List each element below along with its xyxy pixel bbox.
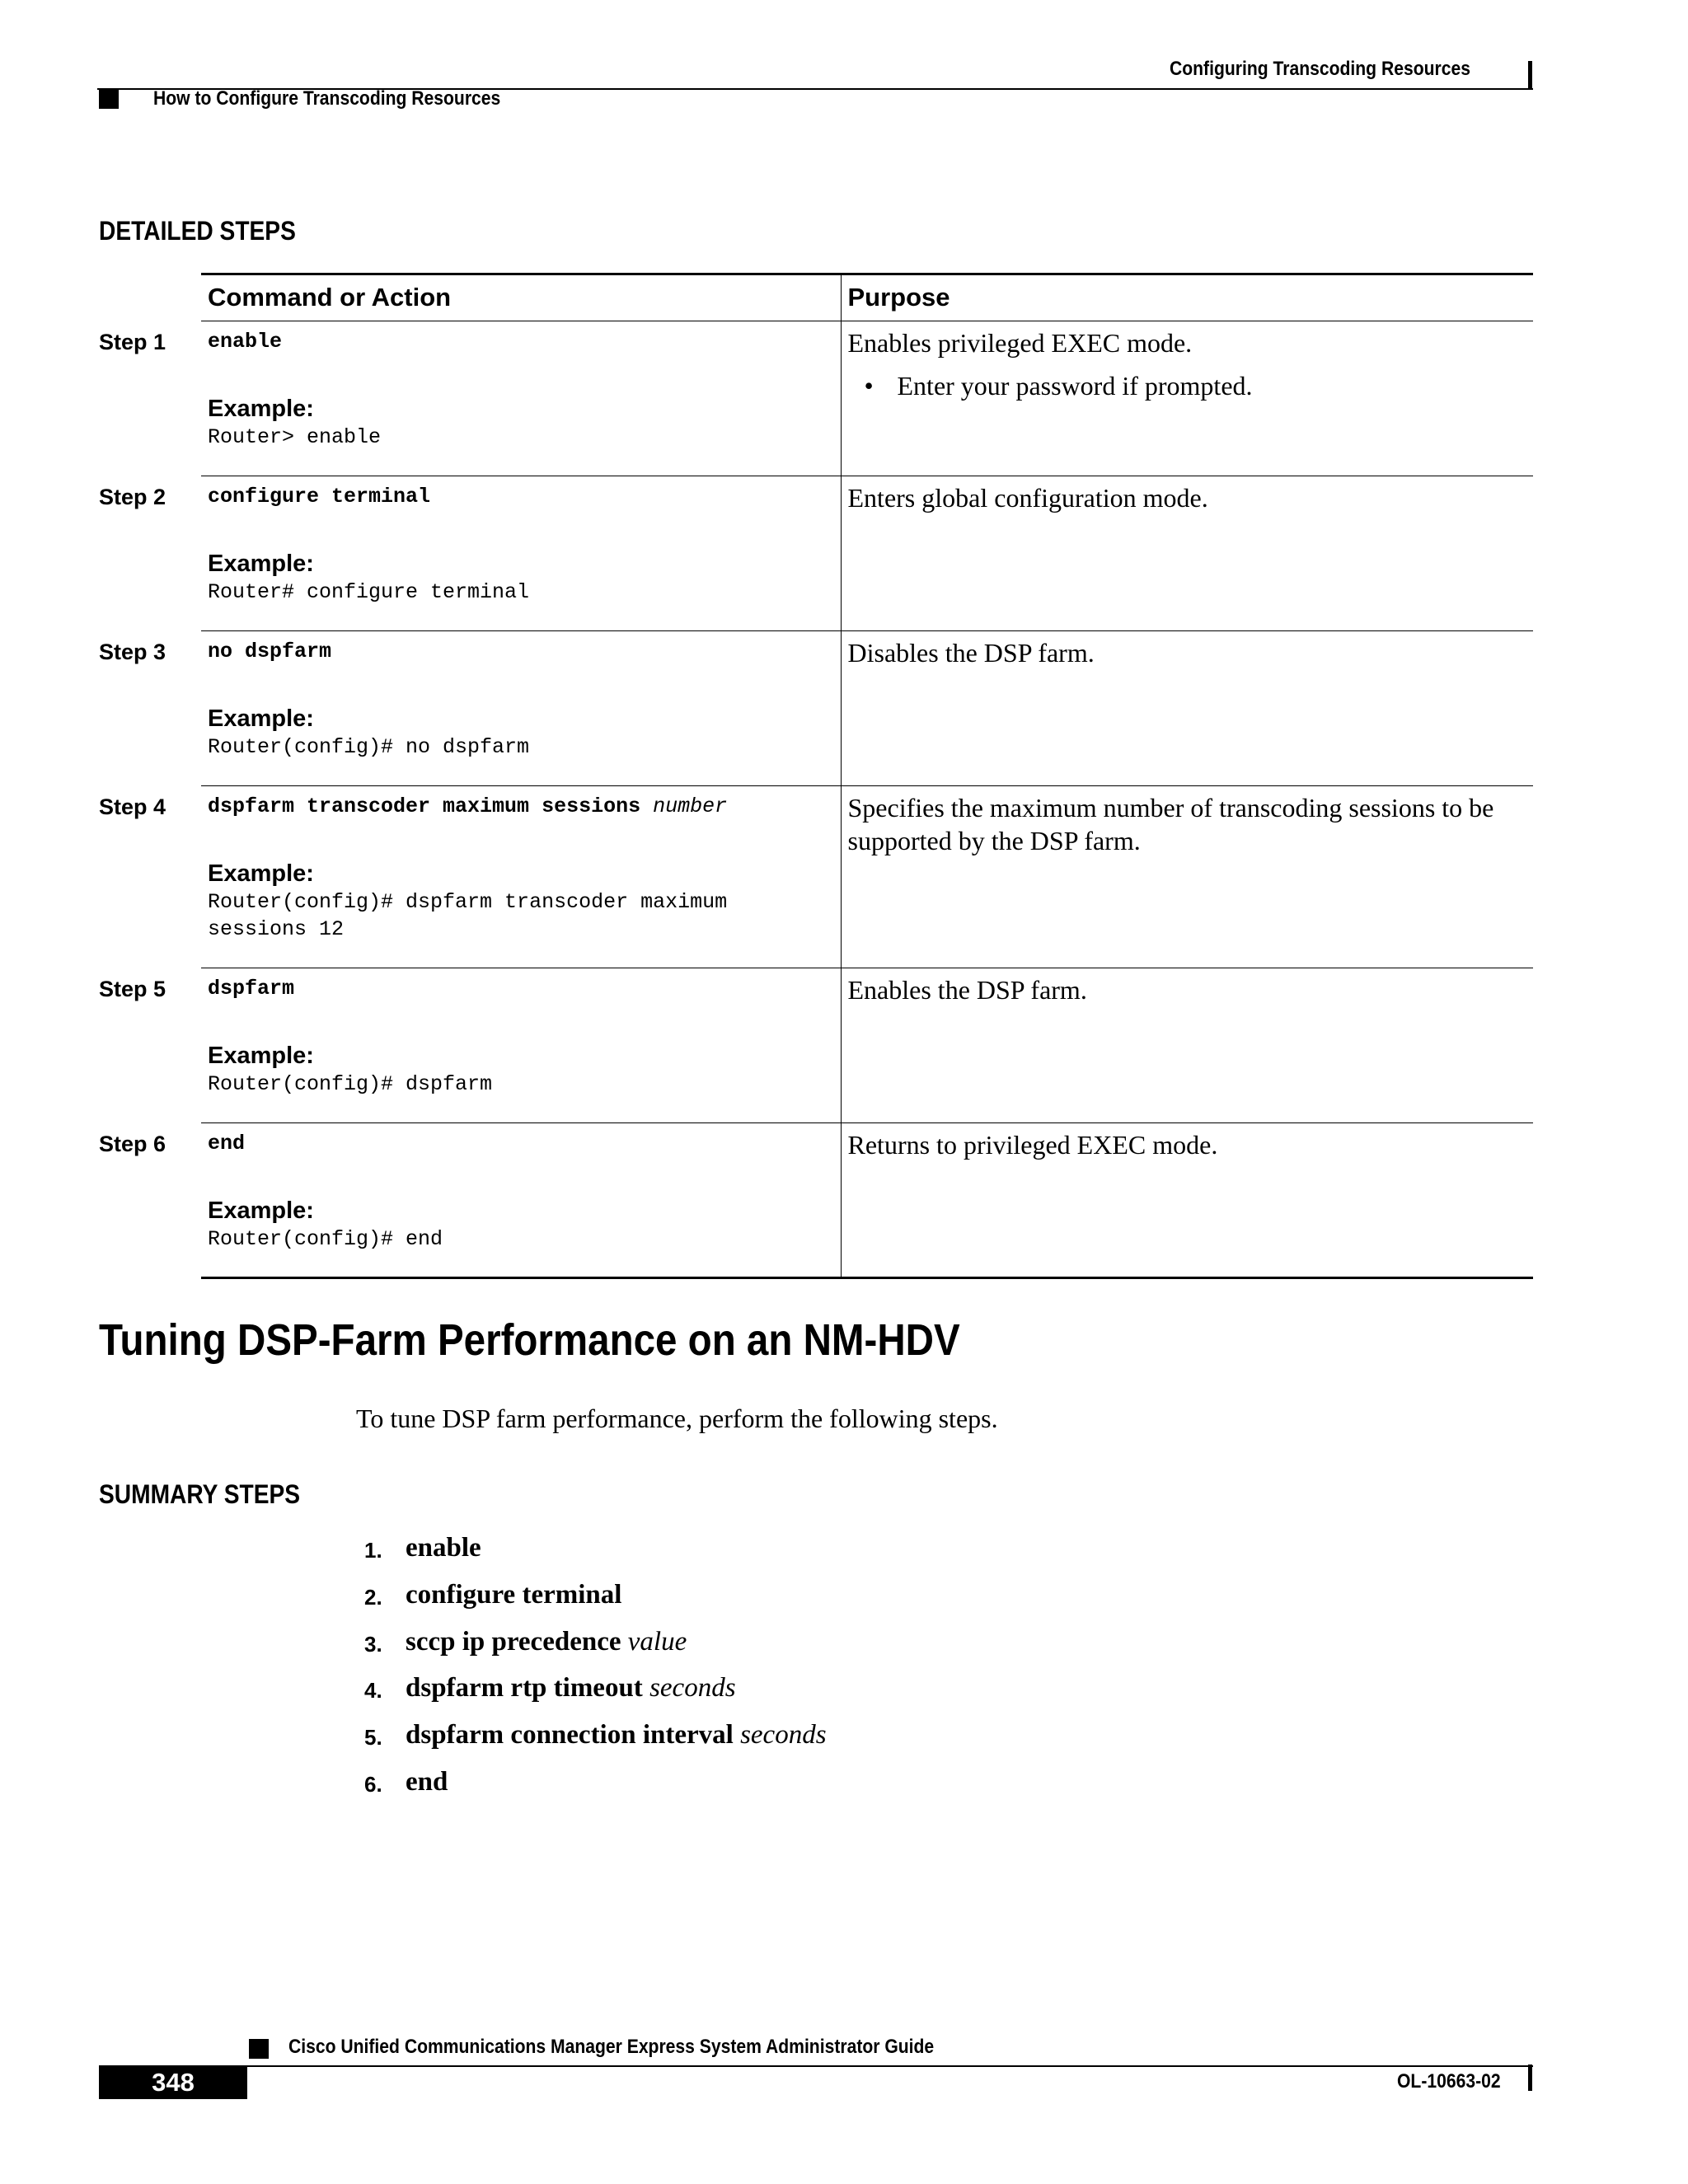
table-row	[201, 321, 1533, 476]
example-label: Example:	[208, 1197, 314, 1224]
command-cell	[99, 321, 841, 476]
command-text	[208, 794, 834, 842]
step-keyword: dspfarm rtp timeout	[406, 1673, 643, 1704]
table-row	[201, 631, 1533, 786]
command-text	[208, 977, 834, 1024]
example-code: Router(config)# no dspfarm	[208, 735, 530, 759]
header-square-marker	[99, 89, 119, 109]
purpose-text: Enables the DSP farm.	[847, 975, 1087, 1005]
footer-guide-title: Cisco Unified Communications Manager Express System Administrator Guide	[288, 2036, 935, 2058]
table-row	[201, 968, 1533, 1123]
command-cell	[99, 476, 841, 631]
purpose-cell	[841, 968, 1533, 1123]
command-text	[208, 485, 834, 532]
purpose-text: Specifies the maximum number of transcoding sessions to be supported by the DSP farm.	[847, 793, 1494, 855]
example-code: Router(config)# dspfarm	[208, 1072, 493, 1096]
footer-rule	[99, 2065, 1533, 2067]
purpose-text: Enters global configuration mode.	[847, 483, 1208, 513]
summary-steps-label: SUMMARY STEPS	[99, 1479, 301, 1509]
footer-doc-number: OL-10663-02	[1397, 2070, 1501, 2093]
example-code: Router# configure terminal	[208, 580, 530, 604]
command-text	[208, 1132, 834, 1179]
running-header-section: How to Configure Transcoding Resources	[153, 87, 501, 110]
step-keyword: enable	[406, 1533, 481, 1563]
command-keyword: end	[208, 1132, 246, 1155]
command-text	[208, 640, 834, 687]
example-code: Router> enable	[208, 425, 382, 449]
example-code: Router(config)# dspfarm transcoder maximum sessions 12	[208, 890, 740, 941]
command-text	[208, 330, 834, 377]
command-argument: number	[653, 794, 728, 818]
step-keyword: sccp ip precedence	[406, 1626, 621, 1657]
summary-step-item	[356, 1580, 827, 1627]
column-header-command: Command or Action	[201, 274, 841, 321]
step-number: 6.	[364, 1771, 382, 1797]
step-keyword: configure terminal	[406, 1579, 622, 1610]
step-label: Step 5	[99, 977, 166, 1001]
table-row	[201, 1123, 1533, 1278]
footer-bar	[1528, 2064, 1532, 2091]
intro-paragraph: To tune DSP farm performance, perform the following steps.	[356, 1404, 998, 1433]
step-keyword: end	[406, 1766, 448, 1797]
header-bar	[1528, 61, 1532, 89]
purpose-text: Disables the DSP farm.	[847, 638, 1095, 668]
page-number: 348	[99, 2066, 247, 2099]
summary-step-item	[356, 1767, 827, 1814]
purpose-cell	[841, 321, 1533, 476]
command-keyword: dspfarm	[208, 977, 295, 1001]
example-label: Example:	[208, 860, 314, 887]
purpose-cell	[841, 631, 1533, 786]
step-label: Step 3	[99, 640, 166, 664]
step-argument: value	[627, 1626, 687, 1657]
purpose-text: Returns to privileged EXEC mode.	[847, 1130, 1218, 1160]
example-label: Example:	[208, 1043, 314, 1069]
command-cell	[99, 631, 841, 786]
command-keyword: no dspfarm	[208, 640, 332, 663]
step-label: Step 4	[99, 794, 166, 819]
command-keyword: configure terminal	[208, 485, 431, 509]
command-cell	[99, 968, 841, 1123]
table-row	[201, 786, 1533, 968]
running-header-chapter: Configuring Transcoding Resources	[1170, 58, 1471, 80]
summary-step-item	[356, 1673, 827, 1720]
example-label: Example:	[208, 396, 314, 422]
example-label: Example:	[208, 705, 314, 732]
footer-square-marker	[249, 2039, 269, 2059]
example-label: Example:	[208, 551, 314, 577]
column-header-purpose: Purpose	[841, 274, 1533, 321]
step-number: 3.	[364, 1631, 382, 1657]
command-keyword: dspfarm transcoder maximum sessions	[208, 794, 641, 818]
step-number: 4.	[364, 1678, 382, 1704]
section-heading: Tuning DSP-Farm Performance on an NM-HDV	[99, 1315, 960, 1365]
step-label: Step 1	[99, 330, 166, 354]
command-cell	[99, 1123, 841, 1278]
command-cell	[99, 786, 841, 968]
bullet-item: • Enter your password if prompted.	[898, 369, 1527, 402]
purpose-bullets	[848, 369, 1527, 402]
summary-step-item	[356, 1627, 827, 1674]
step-number: 1.	[364, 1538, 382, 1563]
summary-step-item	[356, 1720, 827, 1767]
table-body	[99, 321, 1533, 1278]
step-argument: seconds	[649, 1673, 736, 1704]
purpose-cell	[841, 1123, 1533, 1278]
detailed-steps-table	[99, 273, 1533, 1279]
purpose-cell	[841, 786, 1533, 968]
step-label: Step 6	[99, 1132, 166, 1156]
table-header-row	[201, 274, 1533, 321]
summary-step-item	[356, 1533, 827, 1580]
step-number: 5.	[364, 1725, 382, 1750]
step-argument: seconds	[740, 1720, 827, 1750]
command-keyword: enable	[208, 330, 283, 354]
purpose-text: Enables privileged EXEC mode.	[847, 328, 1193, 358]
example-code: Router(config)# end	[208, 1227, 443, 1251]
table-row	[201, 476, 1533, 631]
step-keyword: dspfarm connection interval	[406, 1720, 734, 1750]
step-number: 2.	[364, 1584, 382, 1610]
purpose-cell	[841, 476, 1533, 631]
detailed-steps-label: DETAILED STEPS	[99, 216, 296, 246]
step-label: Step 2	[99, 485, 166, 509]
summary-steps-list	[356, 1533, 827, 1814]
